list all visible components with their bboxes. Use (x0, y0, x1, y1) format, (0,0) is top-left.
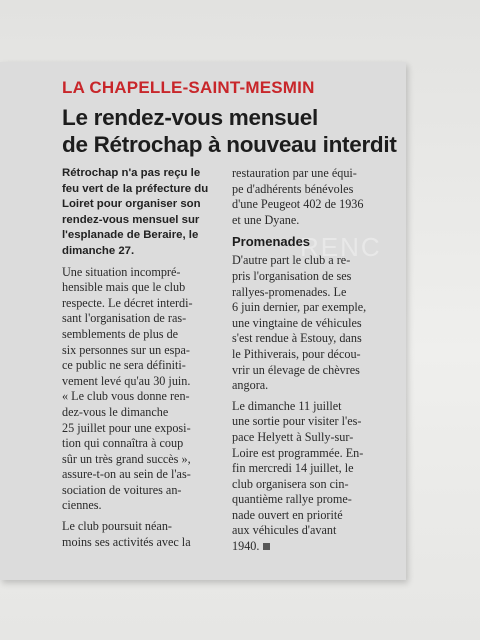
body-line: Le club poursuit néan- (62, 519, 172, 534)
body-line: 25 juillet pour une exposi- (62, 420, 191, 435)
body-line: vrir un élevage de chèvres (232, 362, 360, 377)
body-line: ce public ne sera définiti- (62, 358, 186, 373)
body-line: le Pithiverais, pour décou- (232, 346, 361, 361)
body-line: sûr un très grand succès », (62, 451, 191, 466)
body-line-final (232, 539, 398, 555)
article-lead (62, 166, 222, 260)
article-end-square-icon (263, 543, 270, 550)
body-line: Le dimanche 11 juillet (232, 398, 342, 413)
body-line: pace Helyett à Sully-sur- (232, 429, 354, 444)
body-line: pe d'adhérents bénévoles (232, 181, 354, 196)
lead-line: Rétrochap n'a pas reçu le (62, 167, 201, 179)
headline-line-2: de Rétrochap à nouveau interdit (62, 132, 397, 157)
body-line: fin mercredi 14 juillet, le (232, 461, 354, 476)
body-line: tion qui connaîtra à coup (62, 436, 184, 451)
body-line: ciennes. (62, 498, 102, 513)
body-line: une sortie pour visiter l'es- (232, 414, 362, 429)
body-line: assure-t-on au sein de l'as- (62, 467, 191, 482)
body-line: respecte. Le décret interdi- (62, 295, 193, 310)
body-line: d'une Peugeot 402 de 1936 (232, 197, 364, 212)
body-line: « Le club vous donne ren- (62, 389, 190, 404)
lead-line: Loiret pour organiser son (62, 198, 201, 211)
body-line: hensible mais que le club (62, 280, 186, 295)
body-line: moins ses activités avec la (62, 534, 191, 549)
body-paragraph (232, 166, 398, 228)
body-line: vement levé qu'au 30 juin. (62, 373, 191, 388)
body-line: aux véhicules d'avant (232, 523, 337, 538)
body-line: D'autre part le club a re- (232, 253, 351, 268)
body-line: club organisera son cin- (232, 476, 349, 491)
body-line: nade ouvert en priorité (232, 507, 343, 522)
body-paragraph (62, 519, 222, 550)
lead-line: feu vert de la préfecture du (62, 182, 209, 195)
article-headline (62, 104, 397, 158)
body-line: dez-vous le dimanche (62, 404, 169, 419)
reverse-side-bleed-through: RENC (300, 232, 382, 262)
body-line: Loire est programmée. En- (232, 445, 364, 460)
body-paragraph (232, 253, 398, 393)
newspaper-clipping (0, 62, 406, 580)
body-line: quantième rallye prome- (232, 492, 352, 507)
body-line: sant l'organisation de ras- (62, 311, 187, 326)
body-line: Une situation incompré- (62, 264, 181, 279)
article-column-left (62, 166, 222, 555)
headline-line-1: Le rendez-vous mensuel (62, 105, 318, 130)
body-line: semblements de plus de (62, 326, 179, 341)
body-line: rallyes-promenades. Le (232, 284, 347, 299)
body-line: et une Dyane. (232, 212, 300, 227)
body-line: s'est rendue à Estouy, dans (232, 331, 362, 346)
body-paragraph (62, 265, 222, 515)
lead-line: dimanche 27. (62, 244, 135, 257)
body-line: pris l'organisation de ses (232, 268, 352, 283)
body-line: une vingtaine de véhicules (232, 315, 362, 330)
body-line: six personnes sur un espa- (62, 342, 190, 357)
article-location-kicker: LA CHAPELLE-SAINT-MESMIN (62, 78, 315, 97)
body-line: sociation de voitures an- (62, 482, 182, 497)
body-line: restauration par une équi- (232, 166, 357, 180)
article-column-right (232, 166, 398, 560)
lead-line: rendez-vous mensuel sur (62, 213, 200, 226)
body-paragraph (232, 399, 398, 555)
lead-line: l'esplanade de Beraire, le (62, 229, 199, 242)
body-line: 6 juin dernier, par exemple, (232, 300, 367, 315)
section-subhead: Promenades (232, 234, 311, 250)
body-line-final-text: 1940. (232, 539, 260, 554)
body-line: angora. (232, 378, 269, 393)
